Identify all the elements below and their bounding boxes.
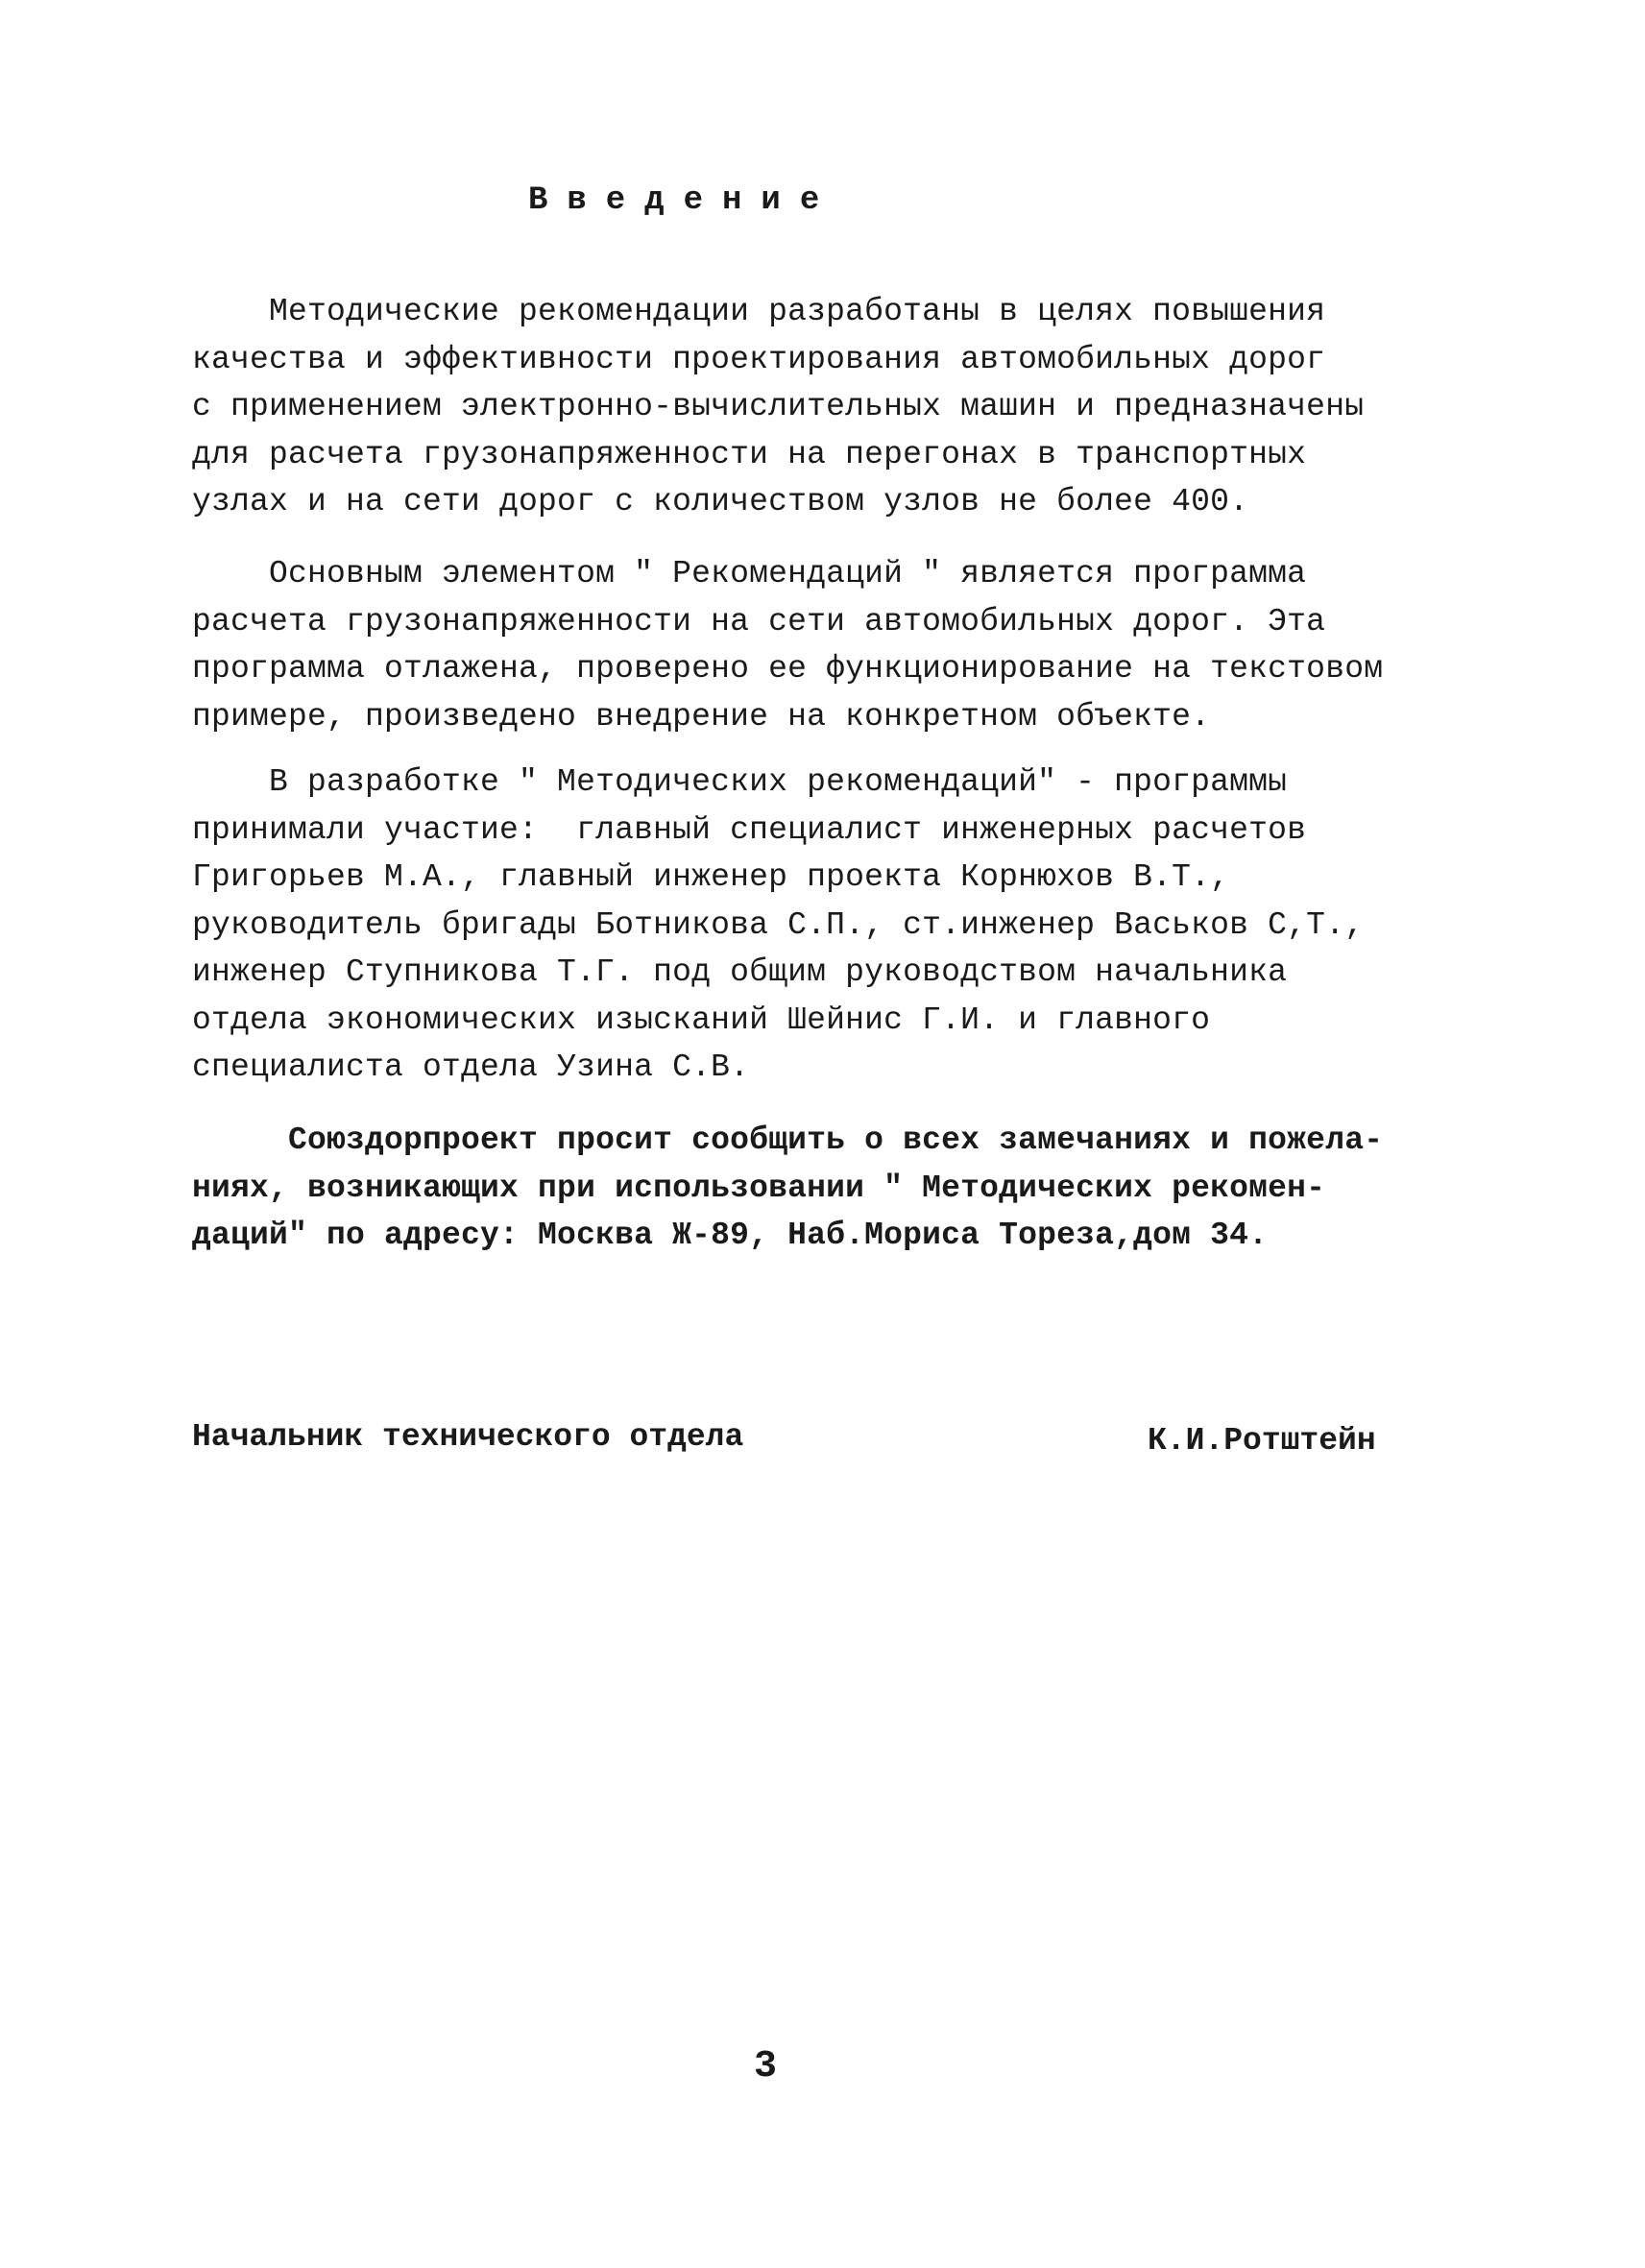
paragraph-3: [192, 759, 1460, 1092]
page-number: 3: [754, 2045, 778, 2088]
paragraph-line: руководитель бригады Ботникова С.П., ст.инженер Васьков С,Т.,: [192, 906, 1365, 943]
signature-position: Начальник технического отдела: [192, 1419, 744, 1455]
paragraph-line: Союздорпроект просит сообщить о всех замечаниях и пожела-: [192, 1122, 1384, 1158]
paragraph-line: примере, произведено внедрение на конкретном объекте.: [192, 698, 1211, 735]
paragraph-2: [192, 550, 1460, 740]
paragraph-line: качества и эффективности проектирования автомобильных дорог: [192, 341, 1326, 377]
page-title: Введение: [528, 182, 839, 219]
paragraph-line: для расчета грузонапряженности на перегонах в транспортных: [192, 436, 1307, 472]
paragraph-line: специалиста отдела Узина С.В.: [192, 1050, 750, 1085]
paragraph-line: расчета грузонапряженности на сети автомобильных дорог. Эта: [192, 603, 1326, 639]
paragraph-line: В разработке " Методических рекомендаций" - программы: [192, 764, 1288, 800]
paragraph-line: узлах и на сети дорог с количеством узлов не более 400.: [192, 484, 1249, 519]
paragraph-line: принимали участие: главный специалист инженерных расчетов: [192, 811, 1307, 848]
paragraph-line: Григорьев М.А., главный инженер проекта Корнюхов В.Т.,: [192, 859, 1230, 895]
paragraph-1: [192, 288, 1460, 526]
paragraph-4: [192, 1117, 1460, 1260]
paragraph-line: Методические рекомендации разработаны в целях повышения: [192, 294, 1326, 329]
paragraph-line: Основным элементом " Рекомендаций " является программа: [192, 556, 1307, 591]
paragraph-line: с применением электронно-вычислительных машин и предназначены: [192, 389, 1365, 424]
paragraph-line: отдела экономических изысканий Шейнис Г.И. и главного: [192, 1001, 1211, 1038]
paragraph-line: ниях, возникающих при использовании " Методических рекомен-: [192, 1170, 1326, 1206]
paragraph-line: даций" по адресу: Москва Ж-89, Наб.Мориса Тореза,дом 34.: [192, 1218, 1269, 1253]
paragraph-line: программа отлажена, проверено ее функционирование на текстовом: [192, 651, 1384, 687]
signature-name: К.И.Ротштейн: [1148, 1423, 1376, 1459]
paragraph-line: инженер Ступникова Т.Г. под общим руководством начальника: [192, 954, 1288, 990]
